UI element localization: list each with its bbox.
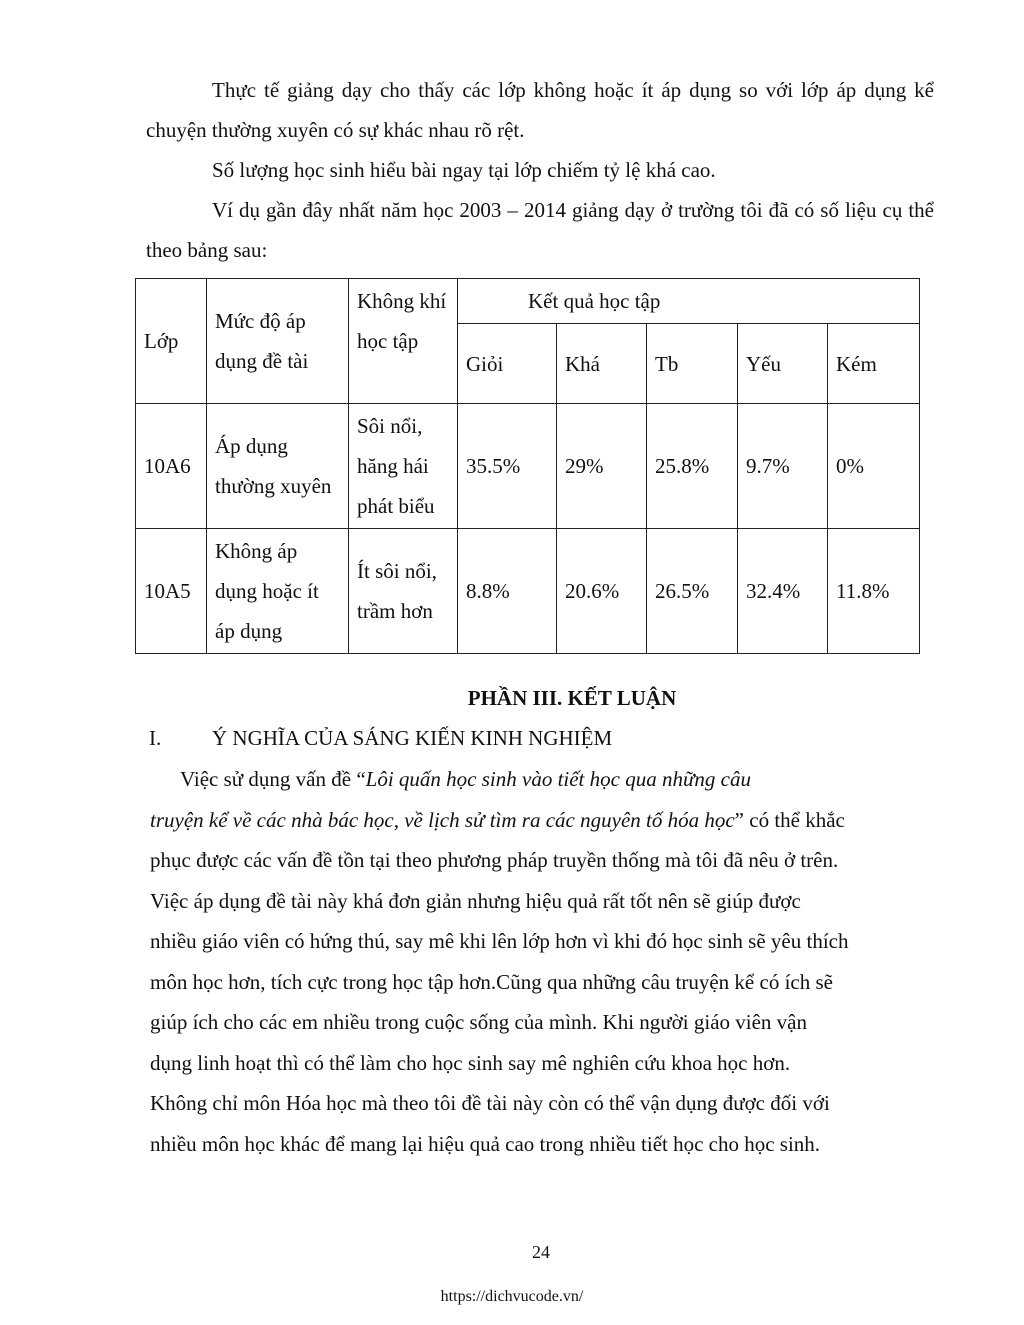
row-value: 8.8% bbox=[458, 529, 557, 654]
intro-paragraph-3: Ví dụ gần đây nhất năm học 2003 – 2014 giảng dạy ở trường tôi đã có số liệu cụ thể theo bảng sau: bbox=[146, 198, 934, 262]
intro-paragraph-2: Số lượng học sinh hiểu bài ngay tại lớp chiếm tỷ lệ khá cao. bbox=[212, 158, 716, 182]
header-grade-yeu: Yếu bbox=[738, 324, 828, 404]
row-value: 11.8% bbox=[828, 529, 920, 654]
conclusion-line: nhiều môn học khác để mang lại hiệu quả cao trong nhiều tiết học cho học sinh. bbox=[150, 1132, 821, 1156]
row-value: 32.4% bbox=[738, 529, 828, 654]
conclusion-quote-1: Lôi quấn học sinh vào tiết học qua những câu bbox=[365, 767, 751, 791]
table-row bbox=[136, 404, 920, 529]
conclusion-line: nhiều giáo viên có hứng thú, say mê khi lên lớp hơn vì khi đó học sinh sẽ yêu thích bbox=[150, 929, 849, 953]
results-table bbox=[135, 278, 920, 654]
conclusion-lead: Việc sử dụng vấn đề “ bbox=[180, 767, 366, 791]
conclusion-line: Không chỉ môn Hóa học mà theo tôi đề tài này còn có thể vận dụng được đối với bbox=[150, 1091, 830, 1115]
intro-paragraphs bbox=[146, 70, 934, 270]
row-level: Áp dụng thường xuyên bbox=[207, 404, 349, 529]
row-atmosphere: Sôi nổi, hăng hái phát biểu bbox=[349, 404, 458, 529]
row-value: 20.6% bbox=[557, 529, 647, 654]
footer-url[interactable]: https://dichvucode.vn/ bbox=[440, 1288, 584, 1305]
row-atmosphere: Ít sôi nổi, trầm hơn bbox=[349, 529, 458, 654]
row-level: Không áp dụng hoặc ít áp dụng bbox=[207, 529, 349, 654]
conclusion-line: môn học hơn, tích cực trong học tập hơn.Cũng qua những câu truyện kể có ích sẽ bbox=[150, 970, 833, 994]
header-results: Kết quả học tập bbox=[458, 279, 920, 324]
row-class: 10A6 bbox=[136, 404, 207, 529]
conclusion-line: dụng linh hoạt thì có thể làm cho học sinh say mê nghiên cứu khoa học hơn. bbox=[150, 1051, 791, 1075]
section-number: I. bbox=[149, 726, 162, 750]
row-value: 29% bbox=[557, 404, 647, 529]
row-value: 0% bbox=[828, 404, 920, 529]
row-value: 35.5% bbox=[458, 404, 557, 529]
header-class: Lớp bbox=[136, 279, 207, 404]
row-value: 26.5% bbox=[647, 529, 738, 654]
section-title: Ý NGHĨA CỦA SÁNG KIẾN KINH NGHIỆM bbox=[212, 726, 613, 750]
conclusion-quote-2: truyện kể về các nhà bác học, về lịch sử tìm ra các nguyên tố hóa học bbox=[150, 808, 735, 832]
header-grade-gioi: Giỏi bbox=[458, 324, 557, 404]
conclusion-after-quote: ” có thể khắc bbox=[734, 808, 845, 832]
header-atmosphere: Không khí học tập bbox=[349, 279, 458, 404]
conclusion-line: Việc áp dụng đề tài này khá đơn giản nhưng hiệu quả rất tốt nên sẽ giúp được bbox=[150, 889, 801, 913]
table-row bbox=[136, 529, 920, 654]
conclusion-line-2 bbox=[150, 805, 845, 835]
row-value: 9.7% bbox=[738, 404, 828, 529]
page-number: 24 bbox=[532, 1242, 550, 1262]
header-grade-kha: Khá bbox=[557, 324, 647, 404]
header-grade-tb: Tb bbox=[647, 324, 738, 404]
conclusion-line: phục được các vấn đề tồn tại theo phương pháp truyền thống mà tôi đã nêu ở trên. bbox=[150, 848, 839, 872]
header-grade-kem: Kém bbox=[828, 324, 920, 404]
conclusion-heading: PHẦN III. KẾT LUẬN bbox=[467, 686, 677, 710]
intro-paragraph-1: Thực tế giảng dạy cho thấy các lớp không hoặc ít áp dụng so với lớp áp dụng kể chuyện thường xuyên có sự khác nhau rõ rệt. bbox=[146, 78, 934, 142]
header-level: Mức độ áp dụng đề tài bbox=[207, 279, 349, 404]
conclusion-line-1 bbox=[180, 764, 751, 794]
row-value: 25.8% bbox=[647, 404, 738, 529]
row-class: 10A5 bbox=[136, 529, 207, 654]
conclusion-line: giúp ích cho các em nhiều trong cuộc sống của mình. Khi người giáo viên vận bbox=[150, 1010, 807, 1034]
